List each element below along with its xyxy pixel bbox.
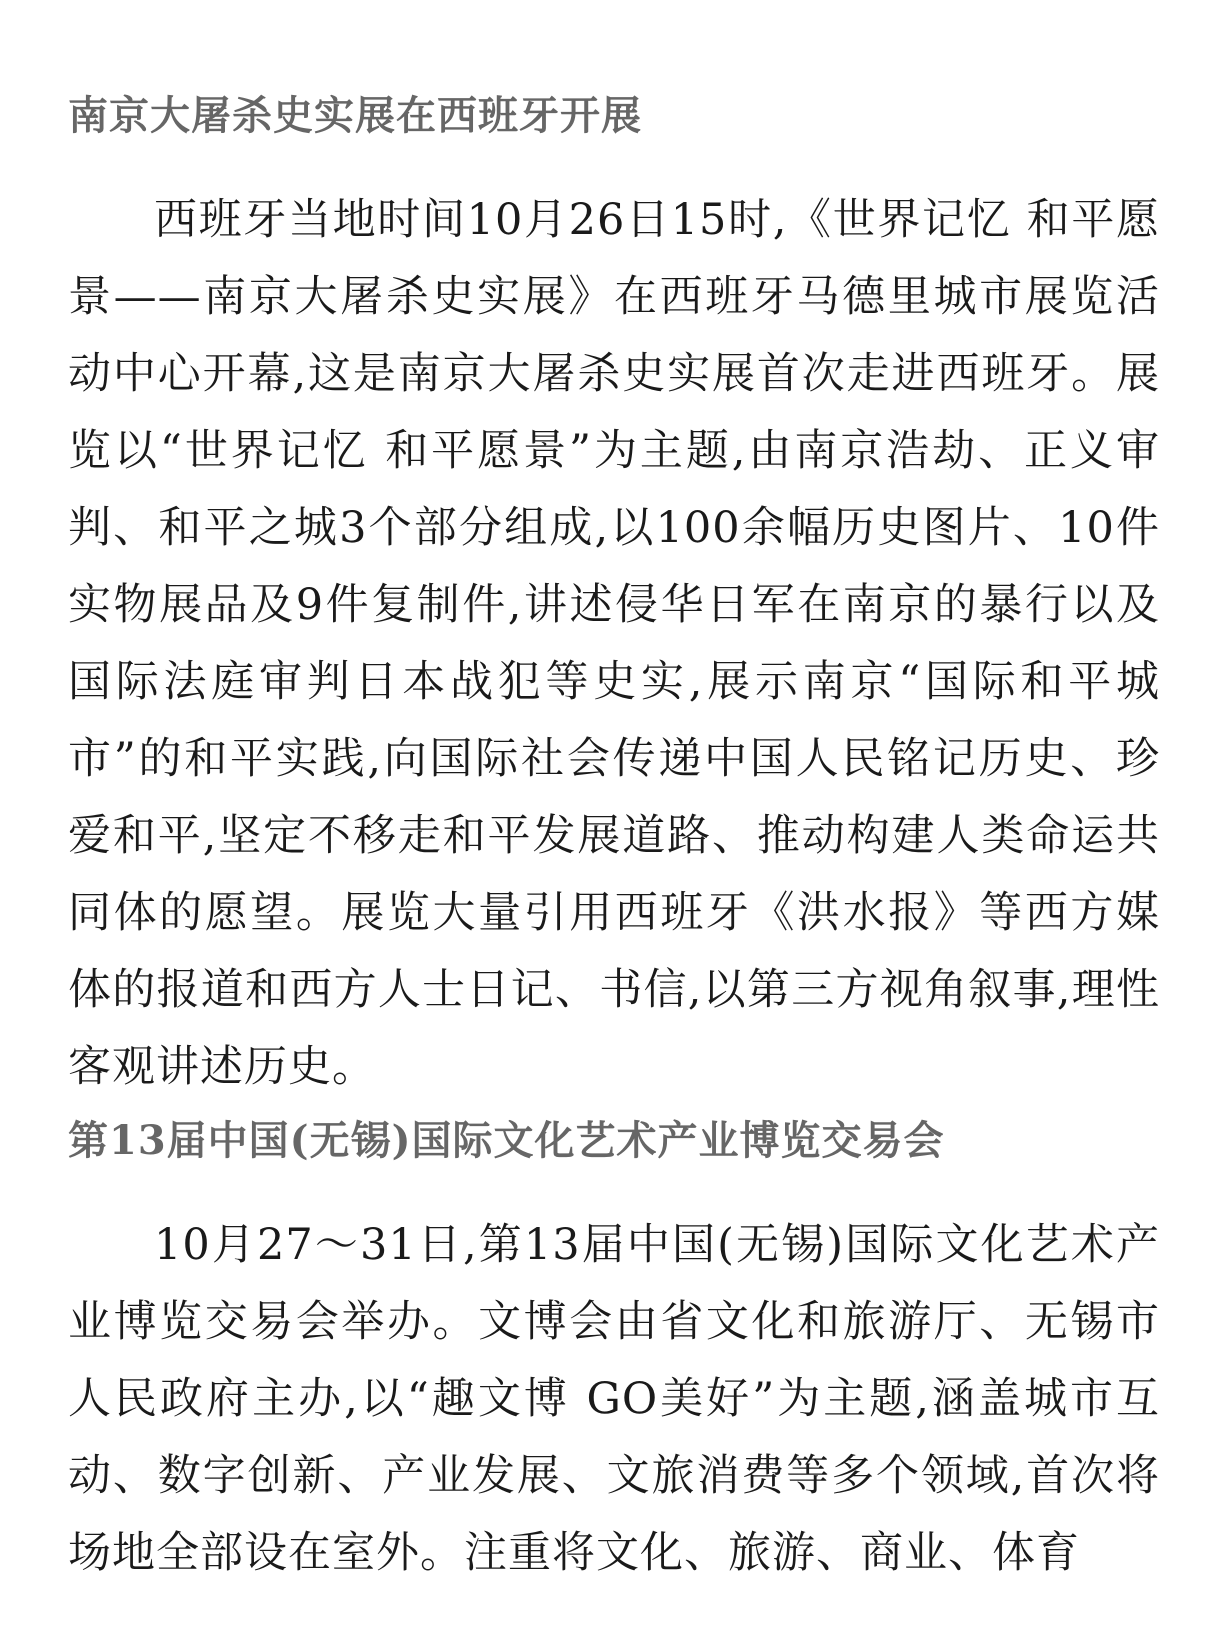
- section-heading-nanjing-exhibition: 南京大屠杀史实展在西班牙开展: [68, 92, 642, 139]
- section-paragraph-nanjing-exhibition: 西班牙当地时间10月26日15时,《世界记忆 和平愿景——南京大屠杀史实展》在西班牙马德里城市展览活动中心开幕,这是南京大屠杀史实展首次走进西班牙。展览以“世界记忆 和平愿景”为主题,由南京浩劫、正义审判、和平之城3个部分组成,以100余幅历史图片、10件实物展品及9件复制件,讲述侵华日军在南京的暴行以及国际法庭审判日本战犯等史实,展示南京“国际和平城市”的和平实践,向国际社会传递中国人民铭记历史、珍爱和平,坚定不移走和平发展道路、推动构建人类命运共同体的愿望。展览大量引用西班牙《洪水报》等西方媒体的报道和西方人士日记、书信,以第三方视角叙事,理性客观讲述历史。: [68, 195, 1160, 1092]
- section-heading-wuxi-expo: 第13届中国(无锡)国际文化艺术产业博览交易会: [68, 1117, 945, 1164]
- section-paragraph-wuxi-expo: 10月27～31日,第13届中国(无锡)国际文化艺术产业博览交易会举办。文博会由省文化和旅游厅、无锡市人民政府主办,以“趣文博 GO美好”为主题,涵盖城市互动、数字创新、产业发展、文旅消费等多个领域,首次将场地全部设在室外。注重将文化、旅游、商业、体育: [68, 1220, 1160, 1578]
